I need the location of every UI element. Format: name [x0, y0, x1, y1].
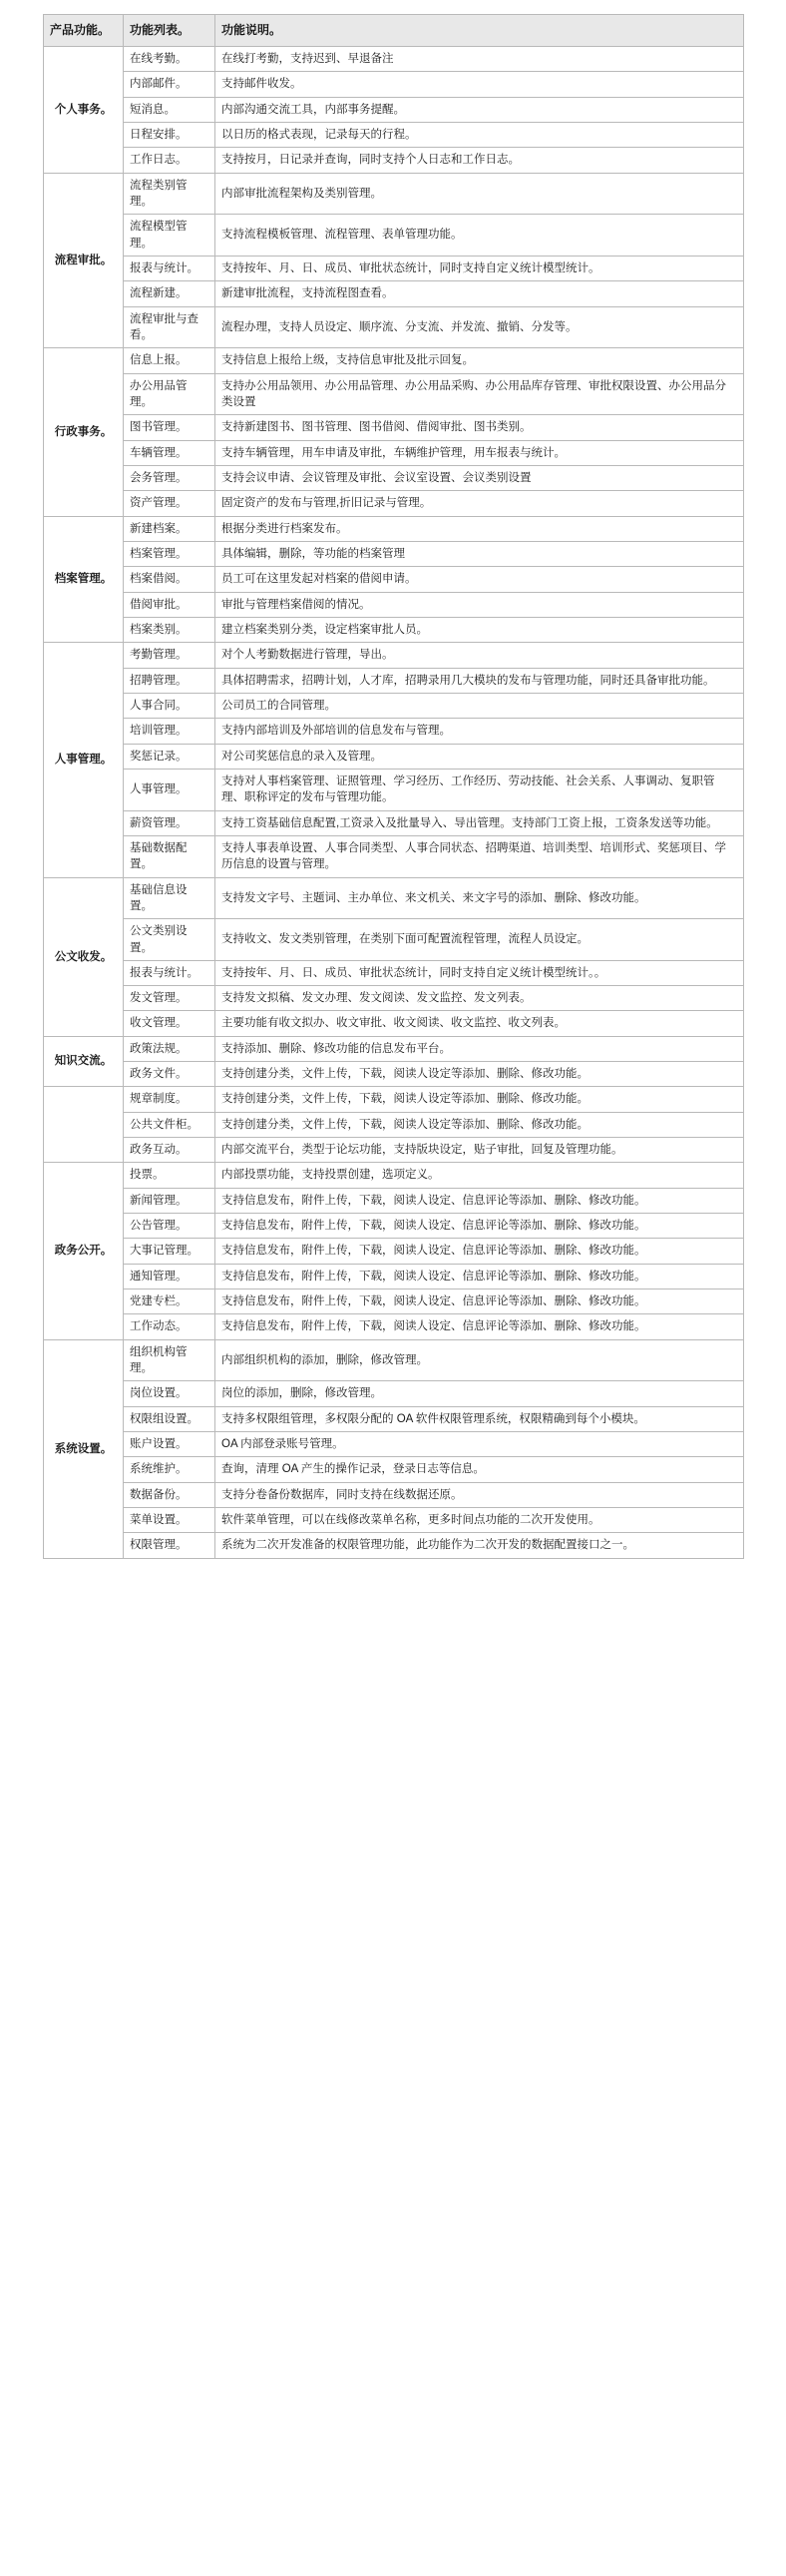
table-row [44, 617, 744, 642]
feature-name: 通知管理。 [124, 1264, 215, 1288]
table-row [44, 643, 744, 668]
table-row [44, 123, 744, 148]
table-row [44, 415, 744, 440]
feature-description: 内部沟通交流工具，内部事务提醒。 [215, 97, 744, 122]
feature-name: 人事合同。 [124, 693, 215, 718]
column-header-function-description: 功能说明。 [215, 15, 744, 47]
table-row [44, 810, 744, 835]
feature-description: 支持内部培训及外部培训的信息发布与管理。 [215, 719, 744, 744]
table-row [44, 1533, 744, 1558]
feature-name: 日程安排。 [124, 123, 215, 148]
table-row [44, 1339, 744, 1381]
feature-description: 支持创建分类，文件上传，下载，阅读人设定等添加、删除、修改功能。 [215, 1062, 744, 1087]
feature-group-label: 知识交流。 [44, 1036, 124, 1087]
feature-name: 账户设置。 [124, 1432, 215, 1457]
feature-name: 会务管理。 [124, 465, 215, 490]
feature-name: 大事记管理。 [124, 1239, 215, 1264]
feature-name: 党建专栏。 [124, 1289, 215, 1314]
feature-name: 系统维护。 [124, 1457, 215, 1482]
feature-description: 主要功能有收文拟办、收文审批、收文阅读、收文监控、收文列表。 [215, 1011, 744, 1036]
feature-description: 内部投票功能，支持投票创建，选项定义。 [215, 1163, 744, 1188]
table-row [44, 1289, 744, 1314]
feature-description: OA 内部登录账号管理。 [215, 1432, 744, 1457]
table-row [44, 744, 744, 769]
feature-name: 发文管理。 [124, 986, 215, 1011]
feature-description: 支持添加、删除、修改功能的信息发布平台。 [215, 1036, 744, 1061]
feature-name: 档案类别。 [124, 617, 215, 642]
table-row [44, 1062, 744, 1087]
table-row [44, 1087, 744, 1112]
feature-description: 支持创建分类，文件上传，下载，阅读人设定等添加、删除、修改功能。 [215, 1087, 744, 1112]
product-feature-table [43, 14, 744, 1559]
feature-name: 新闻管理。 [124, 1188, 215, 1213]
table-row [44, 516, 744, 541]
table-row [44, 1381, 744, 1406]
feature-name: 薪资管理。 [124, 810, 215, 835]
table-row [44, 47, 744, 72]
table-row [44, 1432, 744, 1457]
feature-description: 支持发文拟稿、发文办理、发文阅读、发文监控、发文列表。 [215, 986, 744, 1011]
feature-description: 支持信息上报给上级，支持信息审批及批示回复。 [215, 348, 744, 373]
feature-group-label: 系统设置。 [44, 1339, 124, 1558]
table-row [44, 1406, 744, 1431]
feature-description: 支持对人事档案管理、证照管理、学习经历、工作经历、劳动技能、社会关系、人事调动、复职管理、职称评定的发布与管理功能。 [215, 769, 744, 810]
feature-description: 支持新建图书、图书管理、图书借阅、借阅审批、图书类别。 [215, 415, 744, 440]
feature-description: 支持信息发布，附件上传，下载，阅读人设定、信息评论等添加、删除、修改功能。 [215, 1264, 744, 1288]
feature-description: 支持工资基础信息配置,工资录入及批量导入、导出管理。支持部门工资上报，工资条发送等功能。 [215, 810, 744, 835]
feature-name: 流程类别管理。 [124, 173, 215, 215]
feature-name: 岗位设置。 [124, 1381, 215, 1406]
feature-description: 公司员工的合同管理。 [215, 693, 744, 718]
feature-name: 流程新建。 [124, 281, 215, 306]
feature-description: 对个人考勤数据进行管理，导出。 [215, 643, 744, 668]
feature-description: 在线打考勤，支持迟到、早退备注 [215, 47, 744, 72]
feature-description: 内部审批流程架构及类别管理。 [215, 173, 744, 215]
feature-group-label: 流程审批。 [44, 173, 124, 348]
feature-name: 投票。 [124, 1163, 215, 1188]
feature-name: 工作日志。 [124, 148, 215, 173]
feature-name: 信息上报。 [124, 348, 215, 373]
feature-description: 员工可在这里发起对档案的借阅申请。 [215, 567, 744, 592]
feature-description: 内部交流平台，类型于论坛功能，支持版块设定，贴子审批，回复及管理功能。 [215, 1138, 744, 1163]
feature-description: 支持发文字号、主题词、主办单位、来文机关、来文字号的添加、删除、修改功能。 [215, 877, 744, 919]
feature-description: 支持信息发布，附件上传，下载，阅读人设定、信息评论等添加、删除、修改功能。 [215, 1289, 744, 1314]
table-row [44, 567, 744, 592]
feature-description: 支持办公用品领用、办公用品管理、办公用品采购、办公用品库存管理、审批权限设置、办公用品分类设置 [215, 373, 744, 415]
feature-description: 支持多权限组管理，多权限分配的 OA 软件权限管理系统，权限精确到每个小模块。 [215, 1406, 744, 1431]
feature-group-label: 个人事务。 [44, 47, 124, 174]
table-row [44, 281, 744, 306]
feature-description: 对公司奖惩信息的录入及管理。 [215, 744, 744, 769]
feature-description: 支持邮件收发。 [215, 72, 744, 97]
feature-name: 培训管理。 [124, 719, 215, 744]
table-row [44, 465, 744, 490]
table-row [44, 877, 744, 919]
table-row [44, 1163, 744, 1188]
table-row [44, 1112, 744, 1137]
feature-description: 软件菜单管理，可以在线修改菜单名称，更多时间点功能的二次开发使用。 [215, 1508, 744, 1533]
feature-name: 规章制度。 [124, 1087, 215, 1112]
feature-name: 报表与统计。 [124, 256, 215, 280]
feature-description: 具体招聘需求，招聘计划，人才库，招聘录用几大模块的发布与管理功能，同时还具备审批功能。 [215, 668, 744, 693]
table-row [44, 835, 744, 877]
table-row [44, 1011, 744, 1036]
feature-description: 支持车辆管理，用车申请及审批，车辆维护管理，用车报表与统计。 [215, 440, 744, 465]
column-header-function-list: 功能列表。 [124, 15, 215, 47]
feature-description: 根据分类进行档案发布。 [215, 516, 744, 541]
feature-name: 流程审批与查看。 [124, 306, 215, 348]
table-row [44, 148, 744, 173]
feature-description: 支持收文、发文类别管理，在类别下面可配置流程管理，流程人员设定。 [215, 919, 744, 961]
feature-name: 内部邮件。 [124, 72, 215, 97]
feature-name: 招聘管理。 [124, 668, 215, 693]
feature-group-label: 档案管理。 [44, 516, 124, 643]
feature-name: 新建档案。 [124, 516, 215, 541]
feature-description: 查询，清理 OA 产生的操作记录，登录日志等信息。 [215, 1457, 744, 1482]
table-row [44, 1457, 744, 1482]
table-row [44, 1036, 744, 1061]
feature-description: 流程办理，支持人员设定、顺序流、分支流、并发流、撤销、分发等。 [215, 306, 744, 348]
feature-description: 支持信息发布，附件上传，下载，阅读人设定、信息评论等添加、删除、修改功能。 [215, 1188, 744, 1213]
feature-description: 固定资产的发布与管理,折旧记录与管理。 [215, 491, 744, 516]
feature-description: 具体编辑，删除，等功能的档案管理 [215, 541, 744, 566]
table-row [44, 986, 744, 1011]
feature-name: 权限管理。 [124, 1533, 215, 1558]
feature-description: 支持信息发布，附件上传，下载，阅读人设定、信息评论等添加、删除、修改功能。 [215, 1314, 744, 1339]
feature-name: 奖惩记录。 [124, 744, 215, 769]
feature-group-label: 政务公开。 [44, 1163, 124, 1339]
table-row [44, 592, 744, 617]
table-row [44, 440, 744, 465]
feature-name: 政策法规。 [124, 1036, 215, 1061]
feature-name: 政务文件。 [124, 1062, 215, 1087]
feature-name: 档案管理。 [124, 541, 215, 566]
feature-name: 组织机构管理。 [124, 1339, 215, 1381]
table-row [44, 769, 744, 810]
feature-name: 数据备份。 [124, 1482, 215, 1507]
table-row [44, 256, 744, 280]
table-row [44, 1188, 744, 1213]
feature-name: 办公用品管理。 [124, 373, 215, 415]
feature-name: 收文管理。 [124, 1011, 215, 1036]
feature-name: 图书管理。 [124, 415, 215, 440]
table-row [44, 960, 744, 985]
feature-description: 支持信息发布，附件上传，下载，阅读人设定、信息评论等添加、删除、修改功能。 [215, 1239, 744, 1264]
table-row [44, 72, 744, 97]
feature-group-label: 公文收发。 [44, 877, 124, 1036]
table-header [44, 15, 744, 47]
feature-description: 支持会议申请、会议管理及审批、会议室设置、会议类别设置 [215, 465, 744, 490]
feature-description: 建立档案类别分类，设定档案审批人员。 [215, 617, 744, 642]
feature-name: 考勤管理。 [124, 643, 215, 668]
feature-name: 公告管理。 [124, 1214, 215, 1239]
feature-description: 内部组织机构的添加，删除，修改管理。 [215, 1339, 744, 1381]
feature-name: 档案借阅。 [124, 567, 215, 592]
feature-group-label: 人事管理。 [44, 643, 124, 877]
column-header-product-function: 产品功能。 [44, 15, 124, 47]
feature-description: 审批与管理档案借阅的情况。 [215, 592, 744, 617]
table-row [44, 1508, 744, 1533]
feature-name: 资产管理。 [124, 491, 215, 516]
feature-name: 在线考勤。 [124, 47, 215, 72]
feature-name: 人事管理。 [124, 769, 215, 810]
feature-description: 以日历的格式表现，记录每天的行程。 [215, 123, 744, 148]
feature-description: 支持信息发布，附件上传，下载，阅读人设定、信息评论等添加、删除、修改功能。 [215, 1214, 744, 1239]
feature-description: 岗位的添加，删除，修改管理。 [215, 1381, 744, 1406]
table-row [44, 373, 744, 415]
feature-description: 支持创建分类，文件上传，下载，阅读人设定等添加、删除、修改功能。 [215, 1112, 744, 1137]
feature-description: 支持分卷备份数据库，同时支持在线数据还原。 [215, 1482, 744, 1507]
feature-description: 新建审批流程，支持流程图查看。 [215, 281, 744, 306]
feature-name: 公文类别设置。 [124, 919, 215, 961]
feature-name: 车辆管理。 [124, 440, 215, 465]
table-row [44, 491, 744, 516]
feature-description: 支持人事表单设置、人事合同类型、人事合同状态、招聘渠道、培训类型、培训形式、奖惩项目、学历信息的设置与管理。 [215, 835, 744, 877]
feature-name: 基础信息设置。 [124, 877, 215, 919]
feature-name: 报表与统计。 [124, 960, 215, 985]
table-row [44, 348, 744, 373]
table-row [44, 541, 744, 566]
feature-name: 公共文件柜。 [124, 1112, 215, 1137]
feature-description: 支持流程模板管理、流程管理、表单管理功能。 [215, 215, 744, 257]
feature-name: 基础数据配置。 [124, 835, 215, 877]
table-header-row [44, 15, 744, 47]
feature-name: 短消息。 [124, 97, 215, 122]
table-row [44, 719, 744, 744]
feature-group-label: 行政事务。 [44, 348, 124, 516]
table-row [44, 1264, 744, 1288]
table-row [44, 97, 744, 122]
table-row [44, 1482, 744, 1507]
table-row [44, 919, 744, 961]
table-row [44, 173, 744, 215]
table-row [44, 1138, 744, 1163]
feature-name: 借阅审批。 [124, 592, 215, 617]
table-row [44, 693, 744, 718]
table-row [44, 1239, 744, 1264]
feature-description: 支持按年、月、日、成员、审批状态统计，同时支持自定义统计模型统计。。 [215, 960, 744, 985]
table-row [44, 668, 744, 693]
table-row [44, 1314, 744, 1339]
feature-description: 支持按月，日记录并查询，同时支持个人日志和工作日志。 [215, 148, 744, 173]
table-row [44, 306, 744, 348]
feature-description: 支持按年、月、日、成员、审批状态统计，同时支持自定义统计模型统计。 [215, 256, 744, 280]
feature-name: 工作动态。 [124, 1314, 215, 1339]
feature-name: 菜单设置。 [124, 1508, 215, 1533]
feature-group-label [44, 1087, 124, 1163]
feature-name: 流程模型管理。 [124, 215, 215, 257]
table-row [44, 215, 744, 257]
feature-name: 权限组设置。 [124, 1406, 215, 1431]
table-row [44, 1214, 744, 1239]
table-body [44, 47, 744, 1559]
feature-name: 政务互动。 [124, 1138, 215, 1163]
feature-description: 系统为二次开发准备的权限管理功能，此功能作为二次开发的数据配置接口之一。 [215, 1533, 744, 1558]
